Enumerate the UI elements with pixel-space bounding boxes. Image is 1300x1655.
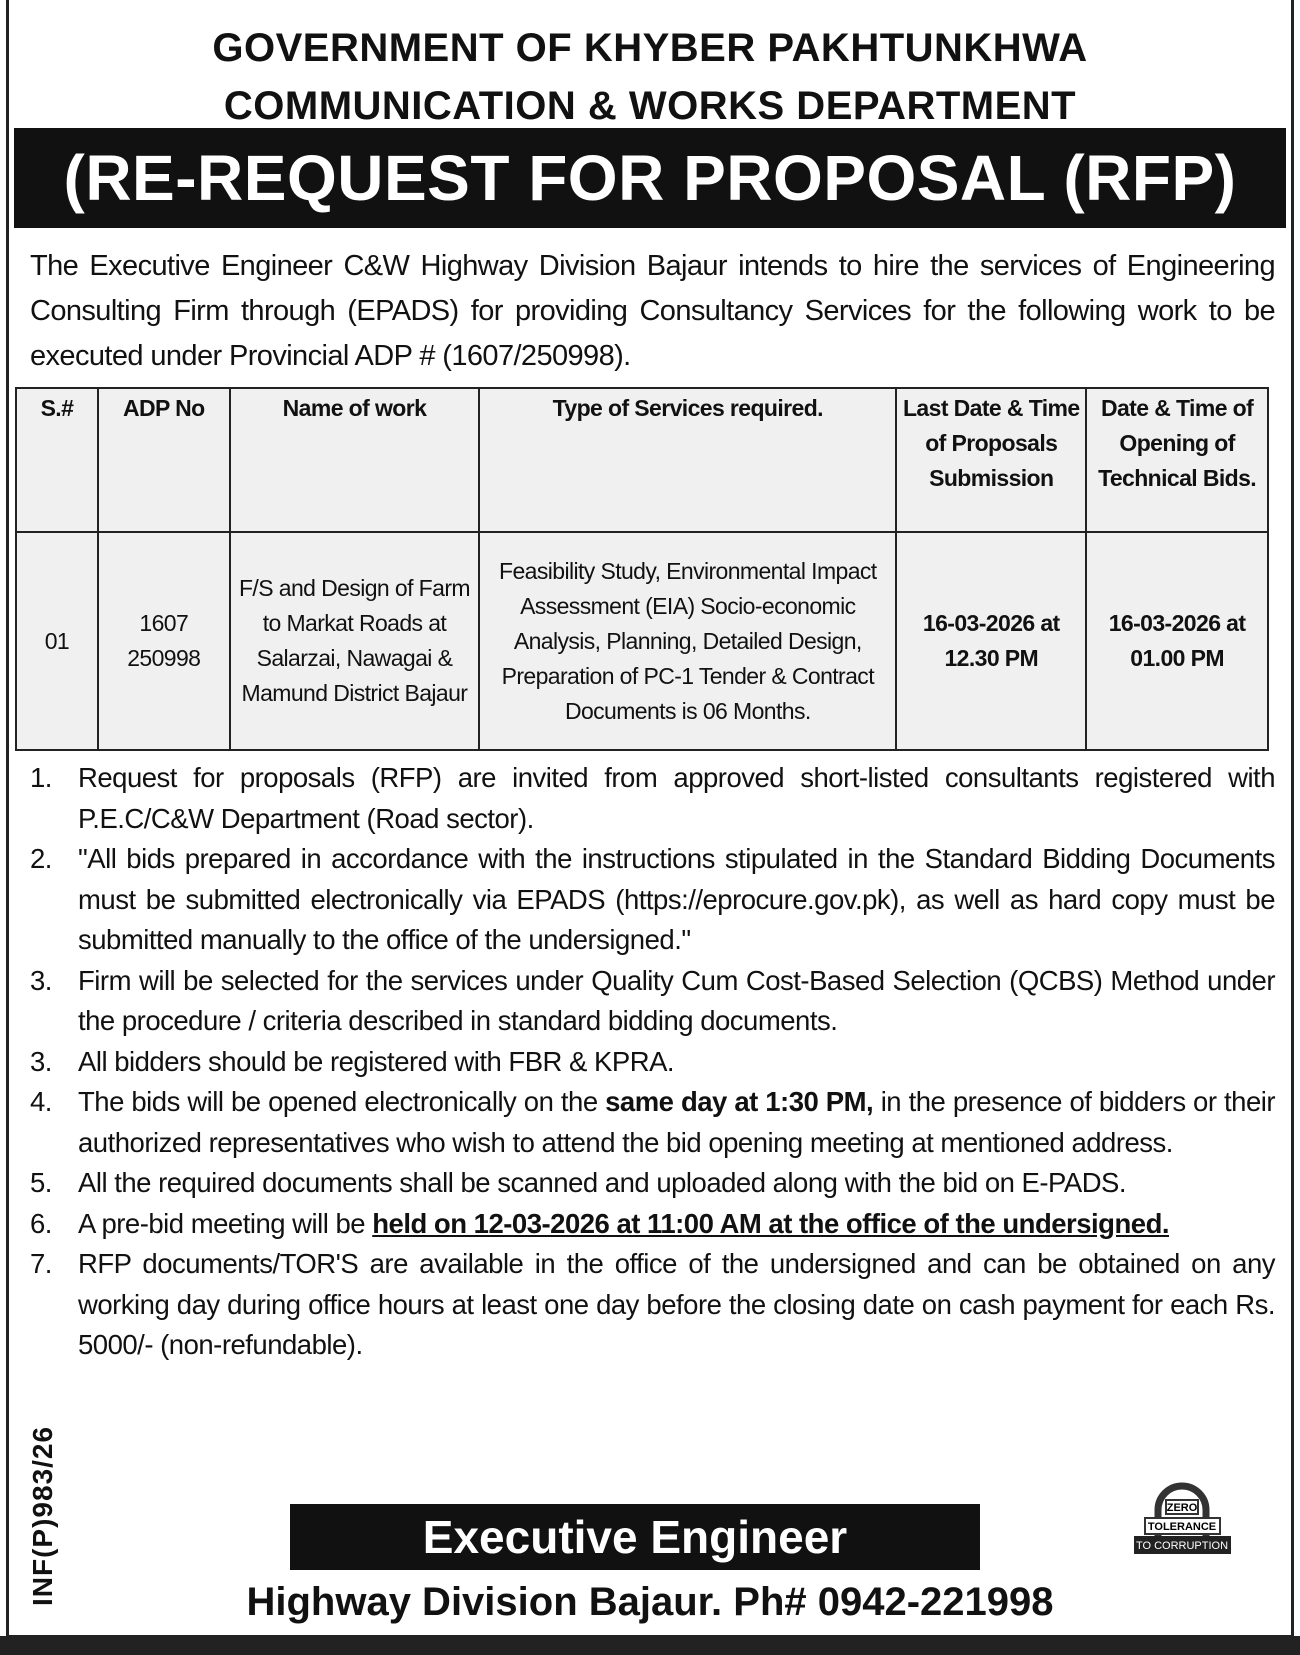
table-header-row — [16, 388, 1268, 532]
svg-text:TOLERANCE: TOLERANCE — [1147, 1521, 1217, 1533]
svg-text:TO CORRUPTION: TO CORRUPTION — [1135, 1540, 1229, 1552]
item-text: All the required documents shall be scanned and uploaded along with the bid on E-PADS. — [78, 1167, 1127, 1198]
cell-adp: 1607 250998 — [98, 532, 230, 750]
header-department: COMMUNICATION & WORKS DEPARTMENT — [223, 84, 1077, 128]
zero-tolerance-logo — [1120, 1480, 1245, 1560]
item-text: RFP documents/TOR'S are available in the office of the undersigned and can be obtained on any working day during office hours at least one day before the closing date on cash payment for each Rs. 5000/- (non-refundable). — [78, 1248, 1275, 1360]
cell-last-date: 16-03-2026 at 12.30 PM — [896, 532, 1086, 750]
cell-sno: 01 — [16, 532, 98, 750]
item-text-underlined: held on 12-03-2026 at 11:00 AM at the office of the undersigned. — [372, 1207, 1170, 1239]
col-services: Type of Services required. — [479, 388, 896, 532]
cell-services: Feasibility Study, Environmental Impact Assessment (EIA) Socio-economic Analysis, Planning, Detailed Design, Preparation of PC-1 Tender & Contract Documents is 06 Months. — [479, 532, 896, 750]
list-item — [30, 1204, 1275, 1245]
item-number: 5. — [30, 1167, 52, 1198]
list-item — [30, 1163, 1275, 1204]
list-item — [30, 1042, 1275, 1083]
cell-name: F/S and Design of Farm to Markat Roads at Salarzai, Nawagai & Mamund District Bajaur — [230, 532, 480, 750]
header-government: GOVERNMENT OF KHYBER PAKHTUNKHWA — [212, 26, 1088, 70]
item-text — [78, 1082, 1275, 1163]
item-number: 3. — [30, 1045, 52, 1077]
table-row — [16, 532, 1268, 750]
col-opening: Date & Time of Opening of Technical Bids. — [1086, 388, 1268, 532]
item-number: 6. — [30, 1207, 52, 1239]
item-text: Request for proposals (RFP) are invited from approved short-listed consultants registered with P.E.C/C&W Department (Road sector). — [78, 762, 1275, 834]
item-number: 7. — [30, 1248, 52, 1279]
list-item — [30, 1244, 1275, 1366]
col-last-date: Last Date & Time of Proposals Submission — [896, 388, 1086, 532]
list-item — [30, 839, 1275, 961]
item-text: Firm will be selected for the services under Quality Cum Cost-Based Selection (QCBS) Method under the procedure / criteria described in standard bidding documents. — [78, 964, 1275, 1036]
item-text — [78, 1204, 1275, 1245]
item-text-pre: A pre-bid meeting will be — [78, 1207, 373, 1239]
item-text-pre: The bids will be opened electronically on the — [78, 1086, 606, 1117]
intro-paragraph: The Executive Engineer C&W Highway Division Bajaur intends to hire the services of Engineering Consulting Firm through (EPADS) for providing Consultancy Services for the following work to be executed under Provincial ADP # (1607/250998). — [30, 250, 1275, 372]
item-number: 2. — [30, 843, 52, 874]
svg-text:ZERO: ZERO — [1166, 1502, 1198, 1514]
cell-opening: 16-03-2026 at 01.00 PM — [1086, 532, 1268, 750]
list-item — [30, 758, 1275, 839]
signatory-title: Executive Engineer — [290, 1504, 980, 1570]
col-name: Name of work — [230, 388, 480, 532]
works-table — [15, 387, 1269, 751]
col-sno: S.# — [16, 388, 98, 532]
signatory-address: Highway Division Bajaur. Ph# 0942-221998 — [246, 1580, 1054, 1624]
item-number: 3. — [30, 964, 52, 996]
item-text: "All bids prepared in accordance with the instructions stipulated in the Standard Bidding Documents must be submitted electronically via EPADS (https://eprocure.gov.pk), as well as hard copy must be submitted manually to the office of the undersigned." — [78, 843, 1275, 955]
item-text-post: in the presence of bidders or their authorized representatives who wish to attend the bid opening meeting at mentioned address. — [78, 1086, 1275, 1158]
col-adp: ADP No — [98, 388, 230, 532]
reference-number: INF(P)983/26 — [27, 1425, 58, 1606]
list-item — [30, 1082, 1275, 1163]
item-text: All bidders should be registered with FBR & KPRA. — [78, 1045, 675, 1077]
bottom-bar — [0, 1636, 1300, 1655]
rfp-banner: (RE-REQUEST FOR PROPOSAL (RFP) — [14, 128, 1286, 228]
item-number: 4. — [30, 1086, 52, 1117]
terms-list — [30, 758, 1275, 1366]
item-text-bold: same day at 1:30 PM, — [605, 1086, 874, 1117]
list-item — [30, 961, 1275, 1042]
item-number: 1. — [30, 762, 52, 793]
